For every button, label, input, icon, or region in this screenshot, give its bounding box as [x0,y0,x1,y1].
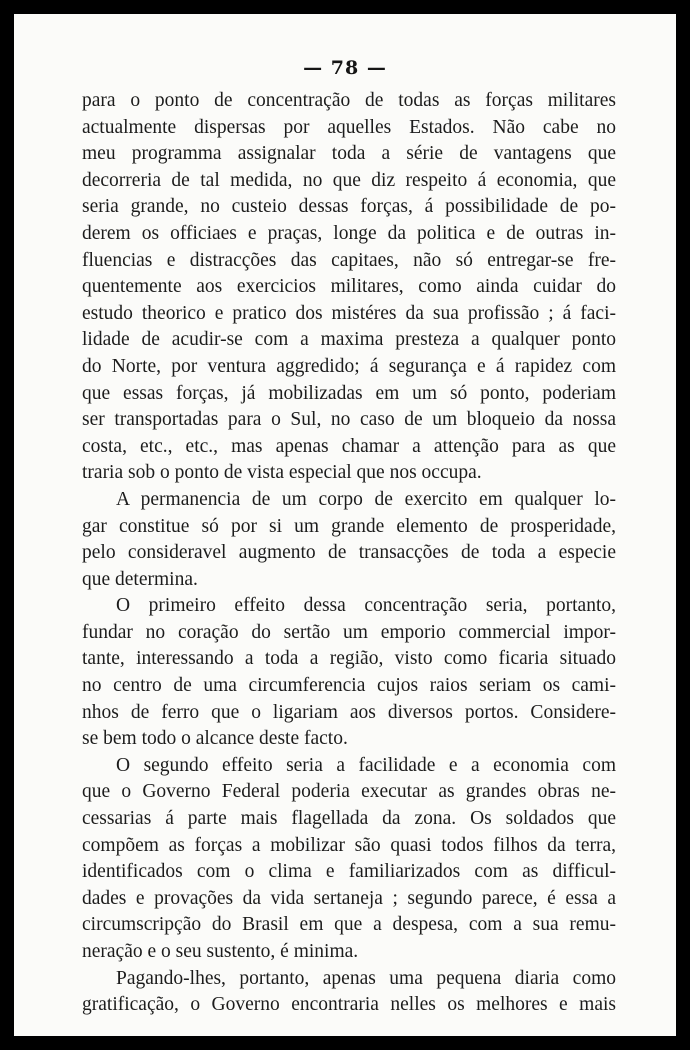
text-line: que determina. [82,568,198,590]
text-line: seria grande, no custeio dessas forças, á possibilidade de po- [82,196,616,218]
text-line: gar constitue só por si um grande elemento de prosperidade, [82,515,616,537]
text-line: meu programma assignalar toda a série de vantagens que [82,143,616,165]
text-line: se bem todo o alcance deste facto. [82,728,348,750]
text-line: pelo consideravel augmento de transacções de toda a especie [82,542,616,564]
text-line: compõem as forças a mobilizar são quasi todos filhos da terra, [82,834,616,856]
text-line: Pagando-lhes, portanto, apenas uma pequena diaria como [116,967,616,989]
book-page [14,14,676,1036]
text-line: que essas forças, já mobilizadas em um só ponto, poderiam [82,382,616,404]
text-line: para o ponto de concentração de todas as forças militares [82,90,616,111]
text-line: lidade de acudir-se com a maxima presteza a qualquer ponto [82,329,616,351]
text-line: fundar no coração do sertão um emporio commercial impor- [82,621,616,643]
text-line: dades e provações da vida sertaneja ; segundo parece, é essa a [82,887,616,909]
page-number: — 78 — [303,57,387,79]
text-line: identificados com o clima e familiarizados com as difficul- [82,861,616,883]
text-line: O primeiro effeito dessa concentração seria, portanto, [116,595,616,617]
text-line: tante, interessando a toda a região, visto como ficaria situado [82,648,616,670]
text-line: nhos de ferro que o ligariam aos diversos portos. Considere- [82,701,616,723]
text-line: ser transportadas para o Sul, no caso de um bloqueio da nossa [82,409,616,431]
text-line: do Norte, por ventura aggredido; á segurança e á rapidez com [82,355,616,377]
text-line: quentemente aos exercicios militares, como ainda cuidar do [82,276,616,298]
text-line: neração e o seu sustento, é minima. [82,941,359,962]
text-line: que o Governo Federal poderia executar as grandes obras ne- [82,781,616,803]
text-line: actualmente dispersas por aquelles Estados. Não cabe no [82,116,616,138]
text-line: decorreria de tal medida, no que diz respeito á economia, que [82,169,616,191]
text-line: no centro de uma circumferencia cujos raios seriam os cami- [82,675,616,697]
body-text [82,88,616,1019]
text-line: A permanencia de um corpo de exercito em qualquer lo- [116,488,616,510]
text-line: gratificação, o Governo encontraria nelles os melhores e mais [82,994,616,1016]
text-line: traria sob o ponto de vista especial que nos occupa. [82,462,482,484]
text-line: fluencias e distracções das capitaes, não só entregar-se fre- [82,249,616,271]
text-line: cessarias á parte mais flagellada da zona. Os soldados que [82,808,616,830]
text-line: derem os officiaes e praças, longe da politica e de outras in- [82,222,616,244]
text-line: costa, etc., etc., mas apenas chamar a attenção para as que [82,435,616,457]
text-line: estudo theorico e pratico dos mistéres da sua profissão ; á faci- [82,302,616,324]
text-line: O segundo effeito seria a facilidade e a economia com [116,754,616,776]
text-line: circumscripção do Brasil em que a despesa, com a sua remu- [82,914,616,936]
